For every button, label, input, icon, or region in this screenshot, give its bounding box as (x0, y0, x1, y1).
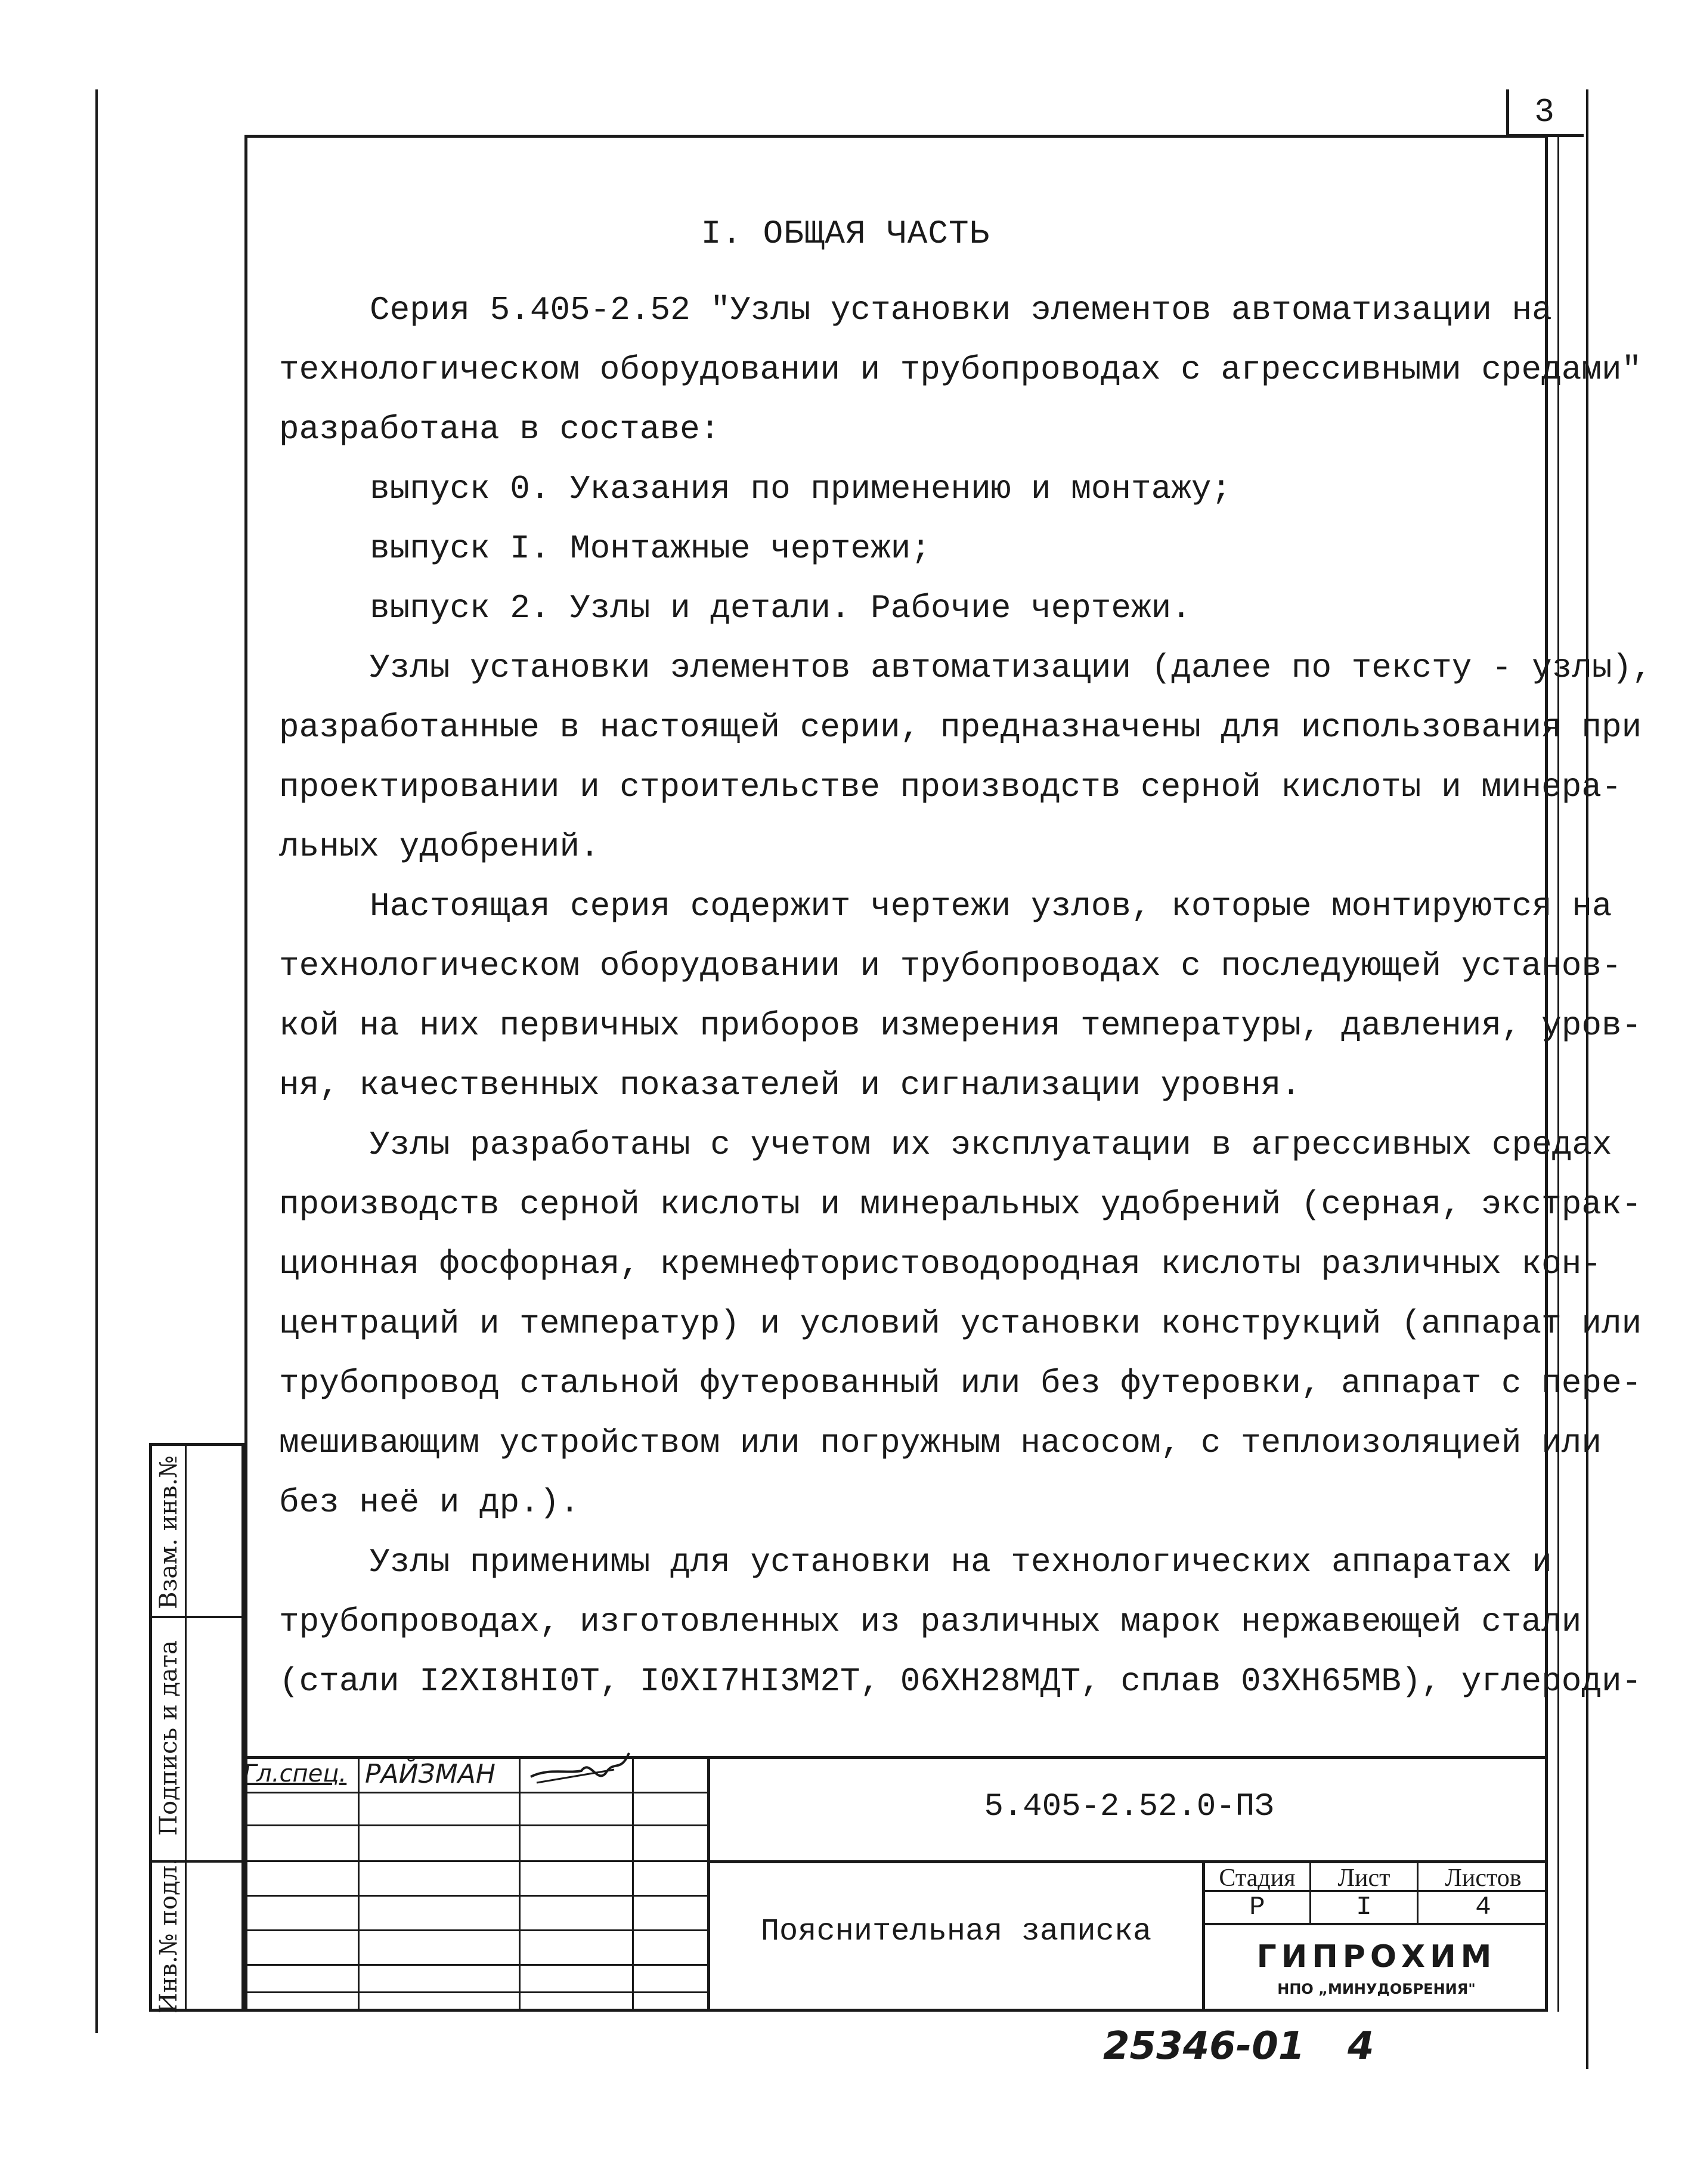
frame-right-double (1557, 135, 1559, 2012)
text-line: технологическом оборудовании и трубопроводах с агрессивными средами" (279, 351, 1642, 389)
text-line: ня, качественных показателей и сигнализации уровня. (279, 1066, 1301, 1104)
grid-h (244, 1824, 707, 1826)
list-item: выпуск I. Монтажные чертежи; (370, 529, 931, 568)
signature (525, 1747, 638, 1795)
doc-title: Пояснительная записка (760, 1914, 1152, 1949)
text-line: разработана в составе: (279, 410, 720, 448)
text-line: без неё и др.). (279, 1483, 580, 1522)
sheets-label: Листов (1445, 1864, 1522, 1892)
grid-h (244, 1895, 707, 1897)
text-line: мешивающим устройством или погружным насосом, с теплоизоляцией или (279, 1424, 1602, 1462)
sheet-value: I (1356, 1892, 1372, 1922)
margin-podpis-label: Подпись и дата (155, 1640, 182, 1836)
text-line: (стали I2XI8HI0T, I0XI7HI3M2T, 06XH28MДT, сплав 03XH65MB), углероди- (279, 1662, 1642, 1700)
footer-code: 25346-01 (1103, 2024, 1305, 2068)
text-line: проектировании и строительстве производств серной кислоты и минера- (279, 768, 1622, 806)
text-line: разработанные в настоящей серии, предназначены для использования при (279, 708, 1642, 746)
section-title: I. ОБЩАЯ ЧАСТЬ (701, 215, 990, 253)
doc-code: 5.405-2.52.0-ПЗ (984, 1789, 1274, 1825)
footer-number: 4 (1348, 2024, 1374, 2068)
stage-value: Р (1249, 1892, 1265, 1922)
margin-vzam-label: Взам. инв.№ (155, 1455, 182, 1610)
info-h (1202, 1923, 1548, 1925)
text-line: Настоящая серия содержит чертежи узлов, которые монтируются на (370, 887, 1612, 925)
text-line: Узлы установки элементов автоматизации (далее по тексту - узлы), (370, 649, 1652, 687)
grid-h (244, 1964, 707, 1966)
text-line: центраций и температур) и условий установки конструкций (аппарат или (279, 1305, 1642, 1343)
grid-h (244, 1860, 707, 1862)
margin-divider (185, 1443, 187, 2012)
text-line: Серия 5.405-2.52 "Узлы установки элементов автоматизации на (370, 291, 1552, 329)
stage-label: Стадия (1219, 1864, 1296, 1892)
stamp-mid-line (707, 1860, 1548, 1863)
text-line: кой на них первичных приборов измерения температуры, давления, уров- (279, 1006, 1642, 1045)
list-item: выпуск 0. Указания по применению и монтажу; (370, 470, 1232, 508)
grid-h (244, 1929, 707, 1931)
list-item: выпуск 2. Узлы и детали. Рабочие чертежи. (370, 589, 1191, 627)
sheets-value: 4 (1475, 1892, 1491, 1922)
text-line: Узлы применимы для установки на технологических аппаратах и (370, 1543, 1552, 1581)
text-line: льных удобрений. (279, 828, 600, 866)
stamp-name: РАЙЗМАН (365, 1759, 495, 1789)
text-line: технологическом оборудовании и трубопроводах с последующей установ- (279, 947, 1622, 985)
org-name: ГИПРОХИМ (1256, 1939, 1497, 1975)
text-line: производств серной кислоты и минеральных удобрений (серная, экстрак- (279, 1185, 1642, 1223)
text-line: ционная фосфорная, кремнефтористоводородная кислоты различных кон- (279, 1245, 1602, 1283)
sheet-number: 3 (1534, 93, 1554, 131)
grid-v (358, 1756, 360, 2012)
stamp-role: Гл.спец. (243, 1760, 347, 1788)
text-line: трубопровод стальной футерованный или без футеровки, аппарат с пере- (279, 1364, 1642, 1402)
org-subtitle: НПО „МИНУДОБРЕНИЯ" (1277, 1981, 1476, 1997)
grid-h (244, 1991, 707, 1993)
margin-inv-label: Инв.№ подл. (155, 1858, 182, 2013)
sheet-label: Лист (1337, 1864, 1390, 1892)
grid-v (519, 1756, 521, 2012)
text-line: Узлы разработаны с учетом их эксплуатации в агрессивных средах (370, 1126, 1612, 1164)
left-binding-line (95, 89, 98, 2033)
text-line: трубопроводах, изготовленных из различных марок нержавеющей стали (279, 1603, 1582, 1641)
